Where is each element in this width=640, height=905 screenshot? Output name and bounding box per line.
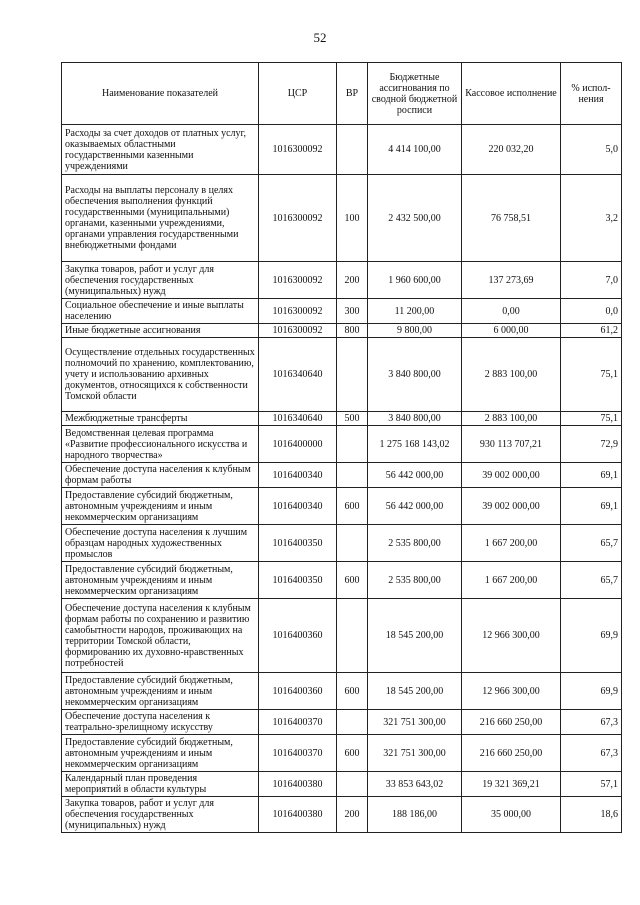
row-csr-cell: 1016300092 xyxy=(259,324,337,338)
table-row xyxy=(62,710,622,735)
row-vr-cell: 200 xyxy=(337,262,368,299)
table-row xyxy=(62,412,622,426)
row-pct-cell: 75,1 xyxy=(561,338,622,412)
row-vr-cell: 600 xyxy=(337,735,368,772)
row-plan-cell: 2 535 800,00 xyxy=(368,562,462,599)
row-vr-cell: 200 xyxy=(337,797,368,833)
row-csr-cell: 1016400360 xyxy=(259,673,337,710)
row-exec-cell: 39 002 000,00 xyxy=(462,488,561,525)
row-exec-cell: 930 113 707,21 xyxy=(462,426,561,463)
row-name-cell: Закупка товаров, работ и услуг для обеспечения государственных (муниципальных) нужд xyxy=(62,262,259,299)
row-exec-cell: 137 273,69 xyxy=(462,262,561,299)
table-row xyxy=(62,262,622,299)
row-csr-cell: 1016340640 xyxy=(259,338,337,412)
column-header-csr: ЦСР xyxy=(259,63,337,125)
column-header-exec: Кассовое исполнение xyxy=(462,63,561,125)
table-row xyxy=(62,299,622,324)
row-pct-cell: 3,2 xyxy=(561,175,622,262)
row-vr-cell xyxy=(337,525,368,562)
row-name-cell: Обеспечение доступа населения к клубным формам работы xyxy=(62,463,259,488)
row-vr-cell: 600 xyxy=(337,562,368,599)
row-plan-cell: 188 186,00 xyxy=(368,797,462,833)
row-plan-cell: 11 200,00 xyxy=(368,299,462,324)
row-vr-cell xyxy=(337,125,368,175)
row-exec-cell: 19 321 369,21 xyxy=(462,772,561,797)
table-row xyxy=(62,673,622,710)
row-pct-cell: 67,3 xyxy=(561,735,622,772)
row-vr-cell: 800 xyxy=(337,324,368,338)
row-pct-cell: 69,9 xyxy=(561,673,622,710)
row-plan-cell: 33 853 643,02 xyxy=(368,772,462,797)
column-header-vr: ВР xyxy=(337,63,368,125)
table-row xyxy=(62,175,622,262)
table-row xyxy=(62,797,622,833)
row-vr-cell: 100 xyxy=(337,175,368,262)
table-row xyxy=(62,338,622,412)
row-vr-cell xyxy=(337,426,368,463)
row-csr-cell: 1016300092 xyxy=(259,299,337,324)
page-number: 52 xyxy=(313,30,327,45)
table-row xyxy=(62,562,622,599)
row-csr-cell: 1016400340 xyxy=(259,488,337,525)
row-exec-cell: 216 660 250,00 xyxy=(462,735,561,772)
row-name-cell: Расходы на выплаты персоналу в целях обеспечения выполнения функций государственными (муниципальными) органами, казенными учреждениями, органами управления государственными внебюджетными фондами xyxy=(62,175,259,262)
row-plan-cell: 18 545 200,00 xyxy=(368,599,462,673)
row-name-cell: Закупка товаров, работ и услуг для обеспечения государственных (муниципальных) нужд xyxy=(62,797,259,833)
row-vr-cell xyxy=(337,599,368,673)
row-pct-cell: 67,3 xyxy=(561,710,622,735)
row-pct-cell: 69,1 xyxy=(561,463,622,488)
row-pct-cell: 65,7 xyxy=(561,562,622,599)
row-vr-cell xyxy=(337,338,368,412)
row-csr-cell: 1016400370 xyxy=(259,735,337,772)
row-plan-cell: 1 960 600,00 xyxy=(368,262,462,299)
table-row xyxy=(62,324,622,338)
row-name-cell: Предоставление субсидий бюджетным, автономным учреждениям и иным некоммерческим организациям xyxy=(62,562,259,599)
row-pct-cell: 18,6 xyxy=(561,797,622,833)
row-csr-cell: 1016400380 xyxy=(259,797,337,833)
row-csr-cell: 1016400350 xyxy=(259,562,337,599)
row-vr-cell: 300 xyxy=(337,299,368,324)
row-name-cell: Ведомственная целевая программа «Развитие профессионального искусства и народного творчества» xyxy=(62,426,259,463)
row-name-cell: Предоставление субсидий бюджетным, автономным учреждениям и иным некоммерческим организациям xyxy=(62,488,259,525)
row-pct-cell: 57,1 xyxy=(561,772,622,797)
row-vr-cell xyxy=(337,772,368,797)
row-exec-cell: 76 758,51 xyxy=(462,175,561,262)
row-plan-cell: 321 751 300,00 xyxy=(368,710,462,735)
table-row xyxy=(62,426,622,463)
row-pct-cell: 7,0 xyxy=(561,262,622,299)
row-plan-cell: 1 275 168 143,02 xyxy=(368,426,462,463)
table-body xyxy=(62,125,622,833)
row-name-cell: Расходы за счет доходов от платных услуг, оказываемых областными государственными казенными учреждениями xyxy=(62,125,259,175)
row-plan-cell: 2 432 500,00 xyxy=(368,175,462,262)
row-exec-cell: 2 883 100,00 xyxy=(462,412,561,426)
row-csr-cell: 1016300092 xyxy=(259,262,337,299)
table-row xyxy=(62,772,622,797)
row-plan-cell: 3 840 800,00 xyxy=(368,338,462,412)
row-pct-cell: 69,9 xyxy=(561,599,622,673)
column-header-name: Наименование показателей xyxy=(62,63,259,125)
row-plan-cell: 9 800,00 xyxy=(368,324,462,338)
table-row xyxy=(62,125,622,175)
row-vr-cell: 500 xyxy=(337,412,368,426)
row-plan-cell: 4 414 100,00 xyxy=(368,125,462,175)
row-exec-cell: 2 883 100,00 xyxy=(462,338,561,412)
row-name-cell: Обеспечение доступа населения к клубным формам работы по сохранению и развитию самобытности народов, проживающих на территории Томской области, формированию их духовно-нравственных потребностей xyxy=(62,599,259,673)
row-exec-cell: 216 660 250,00 xyxy=(462,710,561,735)
table-row xyxy=(62,735,622,772)
row-pct-cell: 5,0 xyxy=(561,125,622,175)
row-exec-cell: 220 032,20 xyxy=(462,125,561,175)
row-pct-cell: 72,9 xyxy=(561,426,622,463)
table-row xyxy=(62,463,622,488)
row-csr-cell: 1016400340 xyxy=(259,463,337,488)
row-name-cell: Межбюджетные трансферты xyxy=(62,412,259,426)
row-pct-cell: 65,7 xyxy=(561,525,622,562)
row-exec-cell: 35 000,00 xyxy=(462,797,561,833)
row-csr-cell: 1016400360 xyxy=(259,599,337,673)
row-pct-cell: 61,2 xyxy=(561,324,622,338)
row-csr-cell: 1016340640 xyxy=(259,412,337,426)
row-plan-cell: 56 442 000,00 xyxy=(368,463,462,488)
row-vr-cell xyxy=(337,710,368,735)
table-row xyxy=(62,525,622,562)
row-exec-cell: 12 966 300,00 xyxy=(462,673,561,710)
row-plan-cell: 3 840 800,00 xyxy=(368,412,462,426)
row-name-cell: Осуществление отдельных государственных полномочий по хранению, комплектованию, учету и использованию архивных документов, относящихся к собственности Томской области xyxy=(62,338,259,412)
row-plan-cell: 2 535 800,00 xyxy=(368,525,462,562)
row-exec-cell: 1 667 200,00 xyxy=(462,562,561,599)
row-name-cell: Календарный план проведения мероприятий в области культуры xyxy=(62,772,259,797)
column-header-pct: % испол-нения xyxy=(561,63,622,125)
row-csr-cell: 1016400380 xyxy=(259,772,337,797)
row-name-cell: Предоставление субсидий бюджетным, автономным учреждениям и иным некоммерческим организациям xyxy=(62,735,259,772)
row-name-cell: Обеспечение доступа населения к лучшим образцам народных художественных промыслов xyxy=(62,525,259,562)
row-exec-cell: 1 667 200,00 xyxy=(462,525,561,562)
row-name-cell: Предоставление субсидий бюджетным, автономным учреждениям и иным некоммерческим организациям xyxy=(62,673,259,710)
row-vr-cell xyxy=(337,463,368,488)
row-csr-cell: 1016400350 xyxy=(259,525,337,562)
row-csr-cell: 1016400370 xyxy=(259,710,337,735)
row-name-cell: Иные бюджетные ассигнования xyxy=(62,324,259,338)
table-row xyxy=(62,488,622,525)
row-exec-cell: 0,00 xyxy=(462,299,561,324)
row-exec-cell: 12 966 300,00 xyxy=(462,599,561,673)
row-plan-cell: 321 751 300,00 xyxy=(368,735,462,772)
row-name-cell: Социальное обеспечение и иные выплаты населению xyxy=(62,299,259,324)
column-header-plan: Бюджетные ассигнования по сводной бюджетной росписи xyxy=(368,63,462,125)
header-row xyxy=(62,63,622,125)
row-plan-cell: 18 545 200,00 xyxy=(368,673,462,710)
table-row xyxy=(62,599,622,673)
row-plan-cell: 56 442 000,00 xyxy=(368,488,462,525)
row-vr-cell: 600 xyxy=(337,673,368,710)
row-csr-cell: 1016300092 xyxy=(259,175,337,262)
row-name-cell: Обеспечение доступа населения к театрально-зрелищному искусству xyxy=(62,710,259,735)
row-exec-cell: 39 002 000,00 xyxy=(462,463,561,488)
row-pct-cell: 75,1 xyxy=(561,412,622,426)
budget-execution-table xyxy=(61,62,622,833)
row-vr-cell: 600 xyxy=(337,488,368,525)
row-csr-cell: 1016300092 xyxy=(259,125,337,175)
row-pct-cell: 0,0 xyxy=(561,299,622,324)
row-csr-cell: 1016400000 xyxy=(259,426,337,463)
row-pct-cell: 69,1 xyxy=(561,488,622,525)
row-exec-cell: 6 000,00 xyxy=(462,324,561,338)
